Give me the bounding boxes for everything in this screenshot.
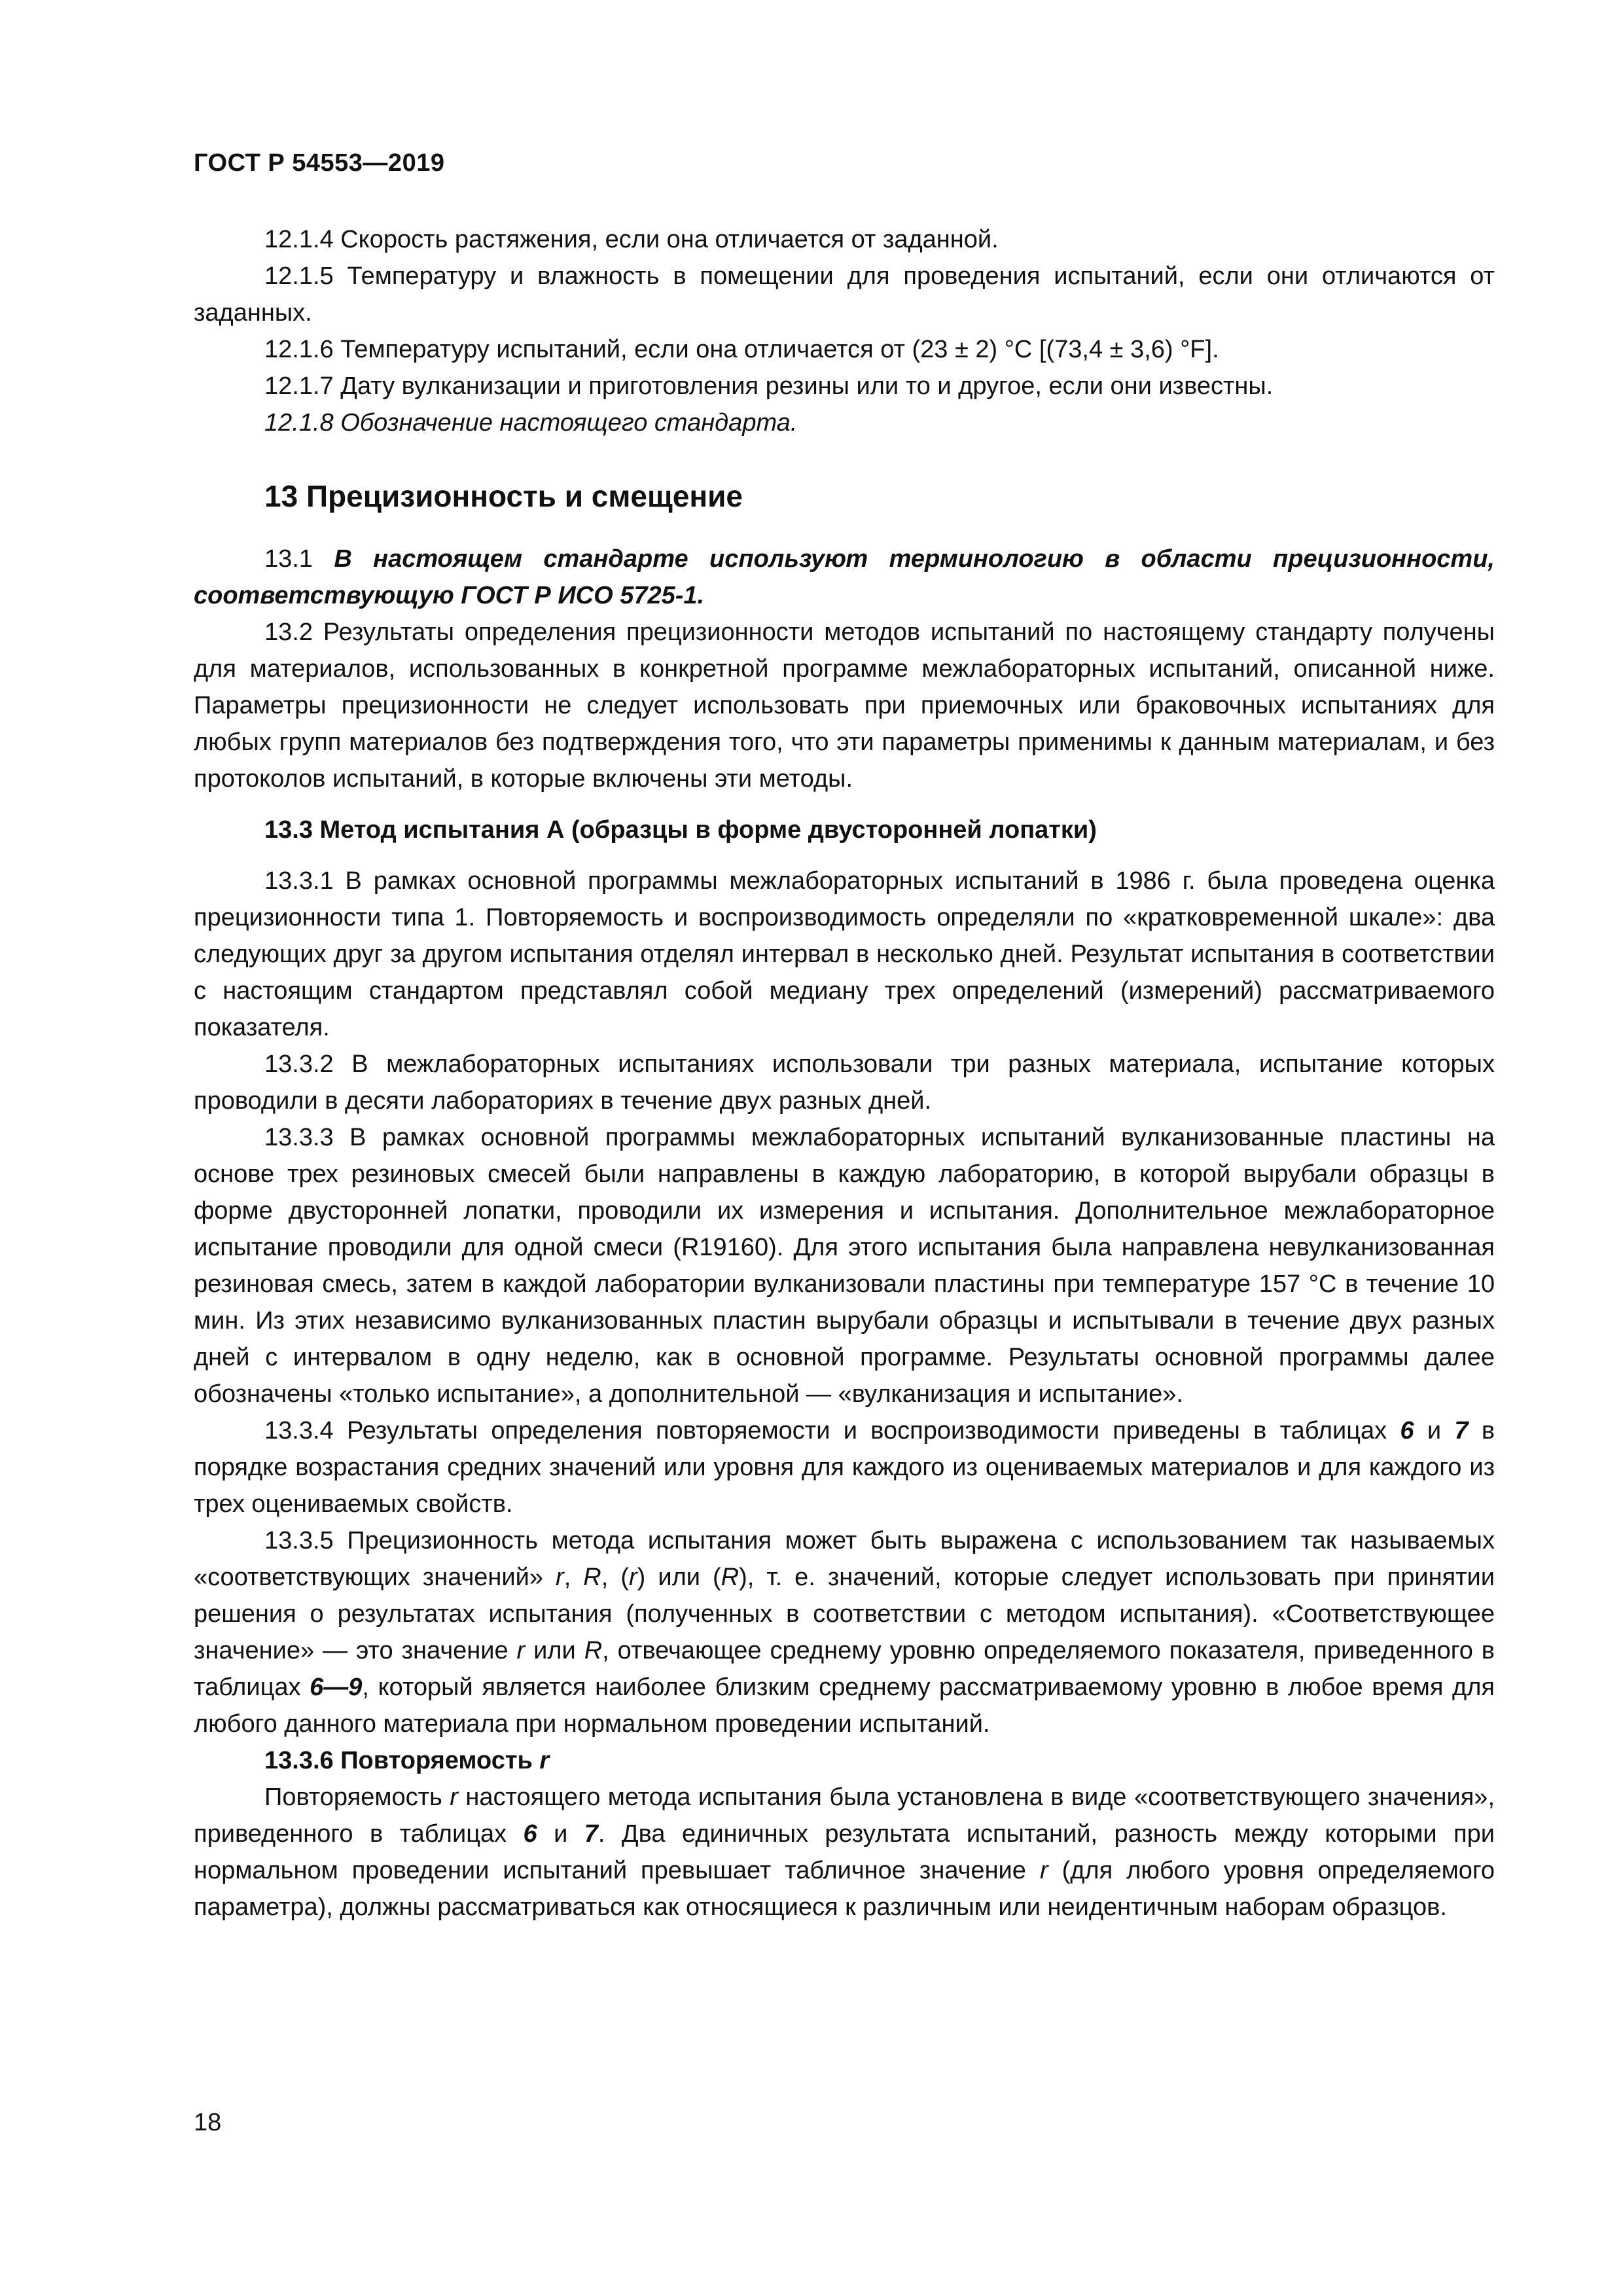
item-12-1-4: 12.1.4 Скорость растяжения, если она отличается от заданной. xyxy=(264,226,999,253)
item-12-1-5: 12.1.5 Температуру и влажность в помещении для проведения испытаний, если они отличаются от заданных. xyxy=(194,262,1495,327)
symbol-r: r xyxy=(539,1747,550,1774)
item-12-1-7: 12.1.7 Дату вулканизации и приготовления резины или то и другое, если они известны. xyxy=(264,372,1274,400)
paragraph-13-2: 13.2 Результаты определения прецизионности методов испытаний по настоящему стандарту получены для материалов, использованных в конкретной программе межлабораторных испытаний, описанной ниже. Параметры прецизионности не следует использовать при приемочных или браковочных испытаниях для любых групп материалов без подтверждения того, что эти параметры применимы к данным материалам, и без протоколов испытаний, в которые включены эти методы. xyxy=(194,619,1495,793)
paragraph-13-1 xyxy=(194,541,1495,614)
item-12-1-8: 12.1.8 Обозначение настоящего стандарта. xyxy=(264,409,798,437)
symbol-R: R xyxy=(721,1564,740,1591)
symbol-R: R xyxy=(584,1637,603,1664)
paragraph-13-3-4 xyxy=(194,1412,1495,1522)
text: , ( xyxy=(601,1564,629,1591)
text: , который является наиболее близким среднему рассматриваемому уровню в любое время для любого данного материала при нормальном проведении испытаний. xyxy=(194,1674,1495,1738)
paragraph-repeatability xyxy=(194,1779,1495,1926)
page-body xyxy=(194,221,1495,1926)
item-12-1-6: 12.1.6 Температуру испытаний, если она отличается от (23 ± 2) °C [(73,4 ± 3,6) °F]. xyxy=(264,336,1219,363)
subsection-13-3-title: 13.3 Метод испытания А (образцы в форме двусторонней лопатки) xyxy=(264,816,1097,844)
section-13-title: 13 Прецизионность и смещение xyxy=(264,479,743,513)
symbol-r: r xyxy=(450,1784,458,1811)
text: ), т. е. значений, которые следует использовать при принятии решения о результатах испытания (полученных в соответствии с методом испытания). «Соответствующее значение» — это значение xyxy=(194,1564,1495,1664)
text: ) или ( xyxy=(637,1564,721,1591)
page-number: 18 xyxy=(194,2109,222,2136)
table-ref: 6—9 xyxy=(310,1674,363,1701)
symbol-r: r xyxy=(516,1637,526,1664)
paragraph-13-3-2: 13.3.2 В межлабораторных испытаниях использовали три разных материала, испытание которых проводили в десяти лабораториях в течение двух разных дней. xyxy=(194,1050,1495,1115)
text: или xyxy=(525,1637,584,1664)
symbol-r: r xyxy=(1039,1857,1048,1884)
symbol-r: r xyxy=(629,1564,637,1591)
text: , xyxy=(563,1564,584,1591)
paragraph-13-1-number: 13.1 xyxy=(264,545,313,573)
text: 13.3.6 Повторяемость xyxy=(264,1747,540,1774)
text: в порядке возрастания средних значений или уровня для каждого из оцениваемых материалов и для каждого из трех оцениваемых свойств. xyxy=(194,1417,1495,1518)
paragraph-13-3-3: 13.3.3 В рамках основной программы межлабораторных испытаний вулканизованные пластины на основе трех резиновых смесей были направлены в каждую лабораторию, в которой вырубали образцы в форме двусторонней лопатки, проводили их измерения и испытания. Дополнительное межлабораторное испытание проводили для одной смеси (R19160). Для этого испытания была направлена невулканизованная резиновая смесь, затем в каждой лаборатории вулканизовали пластины при температуре 157 °C в течение 10 мин. Из этих независимо вулканизованных пластин вырубали образцы и испытывали в течение двух разных дней с интервалом в одну неделю, как в основной программе. Результаты основной программы далее обозначены «только испытание», а дополнительной — «вулканизация и испытание». xyxy=(194,1124,1495,1408)
text: 13.3.4 Результаты определения повторяемости и воспроизводимости приведены в таблицах xyxy=(264,1417,1400,1444)
subsection-13-3-6-title xyxy=(194,1742,1495,1779)
text: и xyxy=(1414,1417,1455,1444)
paragraph-13-3-1: 13.3.1 В рамках основной программы межлабораторных испытаний в 1986 г. была проведена оценка прецизионности типа 1. Повторяемость и воспроизводимость определяли по «кратковременной шкале»: два следующих друг за другом испытания отделял интервал в несколько дней. Результат испытания в соответствии с настоящим стандартом представлял собой медиану трех определений (измерений) рассматриваемого показателя. xyxy=(194,867,1495,1041)
page-header: ГОСТ Р 54553—2019 xyxy=(194,149,445,177)
text: . Два единичных результата испытаний, разность между которыми при нормальном проведении испытаний превышает табличное значение xyxy=(194,1820,1495,1884)
text: , отвечающее среднему уровню определяемого показателя, приведенного в таблицах xyxy=(194,1637,1495,1701)
text: (для любого уровня определяемого параметра), должны рассматриваться как относящиеся к различным или неидентичным наборам образцов. xyxy=(194,1857,1495,1921)
symbol-R: R xyxy=(583,1564,601,1591)
paragraph-13-3-5 xyxy=(194,1522,1495,1742)
table-ref: 7 xyxy=(1454,1417,1469,1444)
text: 13.3.5 Прецизионность метода испытания может быть выражена с использованием так называемых «соответствующих значений» xyxy=(194,1527,1495,1591)
text: и xyxy=(537,1820,584,1848)
text: настоящего метода испытания была установлена в виде «соответствующего значения», приведенного в таблицах xyxy=(194,1784,1495,1848)
table-ref: 6 xyxy=(1400,1417,1414,1444)
table-ref: 6 xyxy=(523,1820,537,1848)
text: Повторяемость xyxy=(264,1784,450,1811)
table-ref: 7 xyxy=(584,1820,598,1848)
paragraph-13-1-text: В настоящем стандарте используют терминологию в области прецизионности, соответствующую ГОСТ Р ИСО 5725-1. xyxy=(194,545,1495,609)
symbol-r: r xyxy=(556,1564,564,1591)
